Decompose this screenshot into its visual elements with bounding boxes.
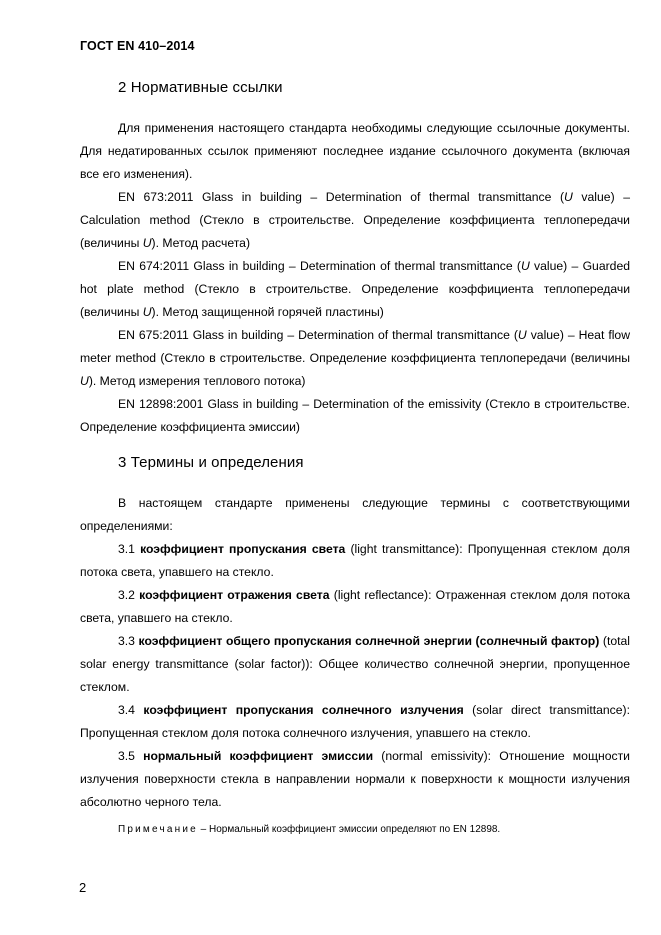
reference-en12898: EN 12898:2001 Glass in building – Determination of the emissivity (Стекло в строительстве. Определение коэффициента эмиссии) [80,397,630,434]
term-number: 3.5 [118,749,144,763]
ref-symbol: U [142,305,152,319]
section-3-intro: В настоящем стандарте применены следующие термины с соответствующими определениями: [80,496,630,533]
ref-text: EN 674:2011 Glass in building – Determination of thermal transmittance ( [118,259,521,273]
term-number: 3.3 [118,634,139,648]
note-text: – Нормальный коэффициент эмиссии определяют по EN 12898. [197,824,501,835]
term-definition: (solar direct transmittance): Пропущенная стеклом доля потока солнечного излучения, упавшего на стекло. [80,703,630,740]
term-number: 3.1 [118,542,141,556]
term-name: коэффициент пропускания солнечного излучения [143,703,464,717]
ref-text: value) – Guarded hot plate method (Стекло в строительстве. Определение коэффициента теплопередачи (величины [80,259,630,319]
term-definition: (normal emissivity): Отношение мощности излучения поверхности стекла в направлении нормали к поверхности к мощности излучения абсолютно черного тела. [80,749,630,809]
term-3-5 [80,745,630,814]
ref-symbol: U [80,374,89,388]
ref-symbol: U [520,259,530,273]
ref-text: EN 673:2011 Glass in building – Determination of thermal transmittance ( [118,190,565,204]
term-definition: (light transmittance): Пропущенная стеклом доля потока света, упавшего на стекло. [80,542,630,579]
ref-text: ). Метод расчета) [151,236,251,250]
term-name: нормальный коэффициент эмиссии [143,749,374,763]
term-number: 3.2 [118,588,140,602]
section-2-body [80,117,630,439]
term-3-1 [80,538,630,584]
section-2-title: 2 Нормативные ссылки [118,79,283,96]
term-name: коэффициент пропускания света [140,542,346,556]
note-label: Примечание [118,824,198,835]
term-definition: (light reflectance): Отраженная стеклом доля потока света, упавшего на стекло. [80,588,630,625]
document-header: ГОСТ EN 410–2014 [80,39,195,53]
reference-en675 [80,324,630,393]
term-name: коэффициент отражения света [139,588,330,602]
ref-symbol: U [517,328,527,342]
section-3-title: 3 Термины и определения [118,454,304,471]
ref-text: ). Метод защищенной горячей пластины) [151,305,384,319]
note [118,823,500,837]
term-definition: (total solar energy transmittance (solar factor)): Общее количество солнечной энергии, пропущенное стеклом. [80,634,630,694]
ref-text: value) – Heat flow meter method (Стекло в строительстве. Определение коэффициента теплопередачи (величины [80,328,630,365]
term-name: коэффициент общего пропускания солнечной энергии (солнечный фактор) [138,634,600,648]
term-3-3 [80,630,630,699]
ref-symbol: U [142,236,152,250]
term-number: 3.4 [118,703,144,717]
ref-text: ). Метод измерения теплового потока) [88,374,306,388]
section-3-body [80,492,630,814]
page-number: 2 [79,880,87,895]
ref-text: value) – Calculation method (Стекло в строительстве. Определение коэффициента теплопередачи (величины [80,190,630,250]
ref-symbol: U [564,190,573,204]
term-3-2 [80,584,630,630]
term-3-4 [80,699,630,745]
reference-en673 [80,186,630,255]
ref-text: EN 675:2011 Glass in building – Determination of thermal transmittance ( [118,328,518,342]
reference-en674 [80,255,630,324]
section-2-intro: Для применения настоящего стандарта необходимы следующие ссылочные документы. Для недатированных ссылок применяют последнее издание ссылочного документа (включая все его изменения). [80,121,630,181]
